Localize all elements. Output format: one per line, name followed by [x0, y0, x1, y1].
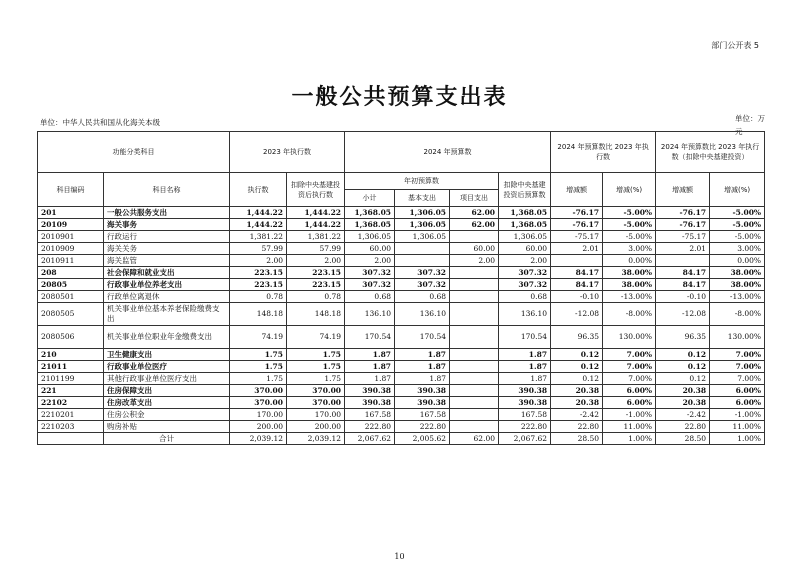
- page-number: 10: [394, 552, 405, 561]
- cell-name: 住房保障支出: [104, 385, 230, 397]
- cell-exec: 1.75: [230, 361, 287, 373]
- cell-exec-ex: 1,444.22: [287, 207, 345, 219]
- cell-budget-ex: 170.54: [499, 326, 551, 349]
- cell-exec-ex: 2,039.12: [287, 433, 345, 445]
- cell-inc-amt: 28.50: [551, 433, 603, 445]
- cell-code: 201: [38, 207, 104, 219]
- cell-budget-ex: 307.32: [499, 267, 551, 279]
- header-inc-pct: 增减(%): [603, 173, 656, 207]
- cell-project: [450, 303, 499, 326]
- cell-inc-pct: 6.00%: [603, 397, 656, 409]
- cell-inc-pct-ex: 3.00%: [710, 243, 765, 255]
- cell-exec-ex: 223.15: [287, 279, 345, 291]
- cell-budget-ex: 1.87: [499, 349, 551, 361]
- cell-name: 行政事业单位养老支出: [104, 279, 230, 291]
- cell-exec: 0.78: [230, 291, 287, 303]
- cell-inc-pct: 3.00%: [603, 243, 656, 255]
- cell-basic: 1.87: [395, 349, 450, 361]
- cell-inc-pct-ex: 7.00%: [710, 349, 765, 361]
- cell-inc-amt: 2.01: [551, 243, 603, 255]
- cell-code: 2010901: [38, 231, 104, 243]
- cell-inc-amt-ex: -76.17: [656, 219, 710, 231]
- table-number-label: 部门公开表 5: [711, 41, 759, 50]
- unit-currency: 单位：万元: [735, 114, 765, 136]
- cell-exec: 1,381.22: [230, 231, 287, 243]
- table-row: [38, 326, 765, 349]
- cell-inc-amt: 0.12: [551, 373, 603, 385]
- cell-exec-ex: 57.99: [287, 243, 345, 255]
- cell-exec: 57.99: [230, 243, 287, 255]
- cell-inc-amt-ex: -75.17: [656, 231, 710, 243]
- table-row: [38, 397, 765, 409]
- cell-inc-pct: 0.00%: [603, 255, 656, 267]
- table-row: [38, 385, 765, 397]
- cell-inc-amt-ex: -76.17: [656, 207, 710, 219]
- cell-name: 海关关务: [104, 243, 230, 255]
- page-title: 一般公共预算支出表: [291, 84, 508, 110]
- cell-inc-pct-ex: 7.00%: [710, 361, 765, 373]
- cell-exec: 148.18: [230, 303, 287, 326]
- cell-inc-amt-ex: 28.50: [656, 433, 710, 445]
- cell-name: 社会保障和就业支出: [104, 267, 230, 279]
- cell-inc-pct: 1.00%: [603, 433, 656, 445]
- table-row: [38, 361, 765, 373]
- cell-name: 海关事务: [104, 219, 230, 231]
- cell-exec-ex: 200.00: [287, 421, 345, 433]
- cell-exec-ex: 0.78: [287, 291, 345, 303]
- cell-budget-ex: 60.00: [499, 243, 551, 255]
- cell-subtotal: 2.00: [345, 255, 395, 267]
- cell-inc-amt: 20.38: [551, 385, 603, 397]
- cell-budget-ex: 1.87: [499, 361, 551, 373]
- cell-project: [450, 409, 499, 421]
- cell-budget-ex: 2.00: [499, 255, 551, 267]
- cell-basic: 1,306.05: [395, 219, 450, 231]
- cell-project: [450, 373, 499, 385]
- cell-budget-ex: 0.68: [499, 291, 551, 303]
- table-row: [38, 219, 765, 231]
- total-row: [38, 433, 765, 445]
- cell-inc-pct-ex: 130.00%: [710, 326, 765, 349]
- cell-inc-pct: 130.00%: [603, 326, 656, 349]
- cell-name: 机关事业单位职业年金缴费支出: [104, 326, 230, 349]
- cell-inc-pct: 11.00%: [603, 421, 656, 433]
- cell-basic: 136.10: [395, 303, 450, 326]
- table-body: [38, 207, 765, 445]
- cell-inc-amt: -76.17: [551, 219, 603, 231]
- cell-budget-ex: 222.80: [499, 421, 551, 433]
- cell-inc-pct: 6.00%: [603, 385, 656, 397]
- cell-inc-pct-ex: -5.00%: [710, 231, 765, 243]
- header-exec-ex: 扣除中央基建投资后执行数: [287, 173, 345, 207]
- cell-inc-pct-ex: 38.00%: [710, 279, 765, 291]
- cell-subtotal: 1,306.05: [345, 231, 395, 243]
- cell-basic: 1.87: [395, 361, 450, 373]
- cell-project: [450, 279, 499, 291]
- cell-subtotal: 167.58: [345, 409, 395, 421]
- header-initial: 年初预算数: [345, 173, 499, 190]
- cell-inc-pct: -5.00%: [603, 207, 656, 219]
- cell-code: 2080505: [38, 303, 104, 326]
- cell-inc-pct-ex: -8.00%: [710, 303, 765, 326]
- cell-code: 210: [38, 349, 104, 361]
- cell-inc-amt-ex: 96.35: [656, 326, 710, 349]
- cell-project: [450, 397, 499, 409]
- cell-inc-amt: 20.38: [551, 397, 603, 409]
- cell-subtotal: 1,368.05: [345, 207, 395, 219]
- table-row: [38, 231, 765, 243]
- cell-inc-amt-ex: [656, 255, 710, 267]
- cell-project: [450, 326, 499, 349]
- cell-project: 62.00: [450, 207, 499, 219]
- cell-inc-pct: -5.00%: [603, 231, 656, 243]
- cell-project: [450, 421, 499, 433]
- cell-exec-ex: 370.00: [287, 397, 345, 409]
- cell-exec-ex: 74.19: [287, 326, 345, 349]
- header-project: 项目支出: [450, 190, 499, 207]
- cell-inc-pct-ex: -5.00%: [710, 207, 765, 219]
- table-row: [38, 267, 765, 279]
- cell-project: [450, 385, 499, 397]
- cell-inc-pct: 7.00%: [603, 349, 656, 361]
- cell-name: 行政事业单位医疗: [104, 361, 230, 373]
- table-row: [38, 279, 765, 291]
- header-func-class: 功能分类科目: [38, 132, 230, 173]
- cell-inc-amt-ex: 84.17: [656, 279, 710, 291]
- cell-subtotal: 1.87: [345, 361, 395, 373]
- cell-exec: 74.19: [230, 326, 287, 349]
- cell-project: 60.00: [450, 243, 499, 255]
- cell-code: 22102: [38, 397, 104, 409]
- cell-exec-ex: 370.00: [287, 385, 345, 397]
- cell-exec-ex: 170.00: [287, 409, 345, 421]
- header-code: 科目编码: [38, 173, 104, 207]
- cell-basic: 222.80: [395, 421, 450, 433]
- cell-inc-amt: 96.35: [551, 326, 603, 349]
- cell-basic: 1.87: [395, 373, 450, 385]
- cell-subtotal: 1.87: [345, 349, 395, 361]
- cell-exec: 1.75: [230, 373, 287, 385]
- cell-name: 卫生健康支出: [104, 349, 230, 361]
- cell-subtotal: 0.68: [345, 291, 395, 303]
- header-inc-amt: 增减额: [551, 173, 603, 207]
- table-row: [38, 291, 765, 303]
- cell-inc-amt: -75.17: [551, 231, 603, 243]
- cell-code: 221: [38, 385, 104, 397]
- cell-inc-amt-ex: 84.17: [656, 267, 710, 279]
- cell-subtotal: 60.00: [345, 243, 395, 255]
- cell-exec: 170.00: [230, 409, 287, 421]
- cell-inc-pct: -1.00%: [603, 409, 656, 421]
- cell-project: 62.00: [450, 433, 499, 445]
- cell-basic: [395, 255, 450, 267]
- cell-subtotal: 136.10: [345, 303, 395, 326]
- cell-subtotal: 390.38: [345, 397, 395, 409]
- cell-budget-ex: 136.10: [499, 303, 551, 326]
- cell-subtotal: 170.54: [345, 326, 395, 349]
- cell-inc-amt-ex: 2.01: [656, 243, 710, 255]
- header-subtotal: 小计: [345, 190, 395, 207]
- cell-inc-pct: 7.00%: [603, 361, 656, 373]
- cell-name: 海关监管: [104, 255, 230, 267]
- cell-inc-pct-ex: 0.00%: [710, 255, 765, 267]
- budget-table: [37, 131, 765, 445]
- cell-budget-ex: 390.38: [499, 397, 551, 409]
- header-inc-pct-ex: 增减(%): [710, 173, 765, 207]
- cell-exec: 1,444.22: [230, 219, 287, 231]
- cell-budget-ex: 1,368.05: [499, 207, 551, 219]
- cell-code: 21011: [38, 361, 104, 373]
- cell-basic: 170.54: [395, 326, 450, 349]
- cell-inc-pct-ex: -1.00%: [710, 409, 765, 421]
- cell-inc-pct-ex: -5.00%: [710, 219, 765, 231]
- cell-inc-amt: [551, 255, 603, 267]
- cell-inc-pct-ex: 1.00%: [710, 433, 765, 445]
- cell-budget-ex: 167.58: [499, 409, 551, 421]
- cell-inc-pct: 7.00%: [603, 373, 656, 385]
- cell-exec-ex: 1,444.22: [287, 219, 345, 231]
- table-row: [38, 207, 765, 219]
- cell-project: [450, 267, 499, 279]
- cell-exec-ex: 1.75: [287, 361, 345, 373]
- header-inc-amt-ex: 增减额: [656, 173, 710, 207]
- cell-basic: 390.38: [395, 397, 450, 409]
- cell-inc-amt: -12.08: [551, 303, 603, 326]
- cell-basic: 307.32: [395, 267, 450, 279]
- cell-exec: 2.00: [230, 255, 287, 267]
- unit-organization: 单位：中华人民共和国从化海关本级: [40, 118, 160, 127]
- cell-inc-amt: 0.12: [551, 361, 603, 373]
- cell-basic: 0.68: [395, 291, 450, 303]
- header-basic: 基本支出: [395, 190, 450, 207]
- header-compare-ex: 2024 年预算数比 2023 年执行数（扣除中央基建投资）: [656, 132, 765, 173]
- cell-code: [38, 433, 104, 445]
- cell-inc-amt-ex: 0.12: [656, 373, 710, 385]
- cell-name: 合计: [104, 433, 230, 445]
- cell-code: 20805: [38, 279, 104, 291]
- cell-code: 2080506: [38, 326, 104, 349]
- cell-inc-pct-ex: 6.00%: [710, 397, 765, 409]
- header-exec: 执行数: [230, 173, 287, 207]
- cell-exec-ex: 1.75: [287, 349, 345, 361]
- cell-exec: 370.00: [230, 385, 287, 397]
- cell-name: 行政单位离退休: [104, 291, 230, 303]
- cell-basic: 307.32: [395, 279, 450, 291]
- cell-budget-ex: 2,067.62: [499, 433, 551, 445]
- cell-code: 2210201: [38, 409, 104, 421]
- cell-name: 机关事业单位基本养老保险缴费支出: [104, 303, 230, 326]
- header-compare: 2024 年预算数比 2023 年执行数: [551, 132, 656, 173]
- table-row: [38, 373, 765, 385]
- cell-subtotal: 390.38: [345, 385, 395, 397]
- table-row: [38, 409, 765, 421]
- cell-budget-ex: 1,306.05: [499, 231, 551, 243]
- table-row: [38, 349, 765, 361]
- cell-basic: 167.58: [395, 409, 450, 421]
- cell-inc-pct-ex: 11.00%: [710, 421, 765, 433]
- cell-inc-amt: -76.17: [551, 207, 603, 219]
- cell-inc-amt: 84.17: [551, 279, 603, 291]
- cell-exec: 370.00: [230, 397, 287, 409]
- cell-inc-amt-ex: -2.42: [656, 409, 710, 421]
- cell-exec-ex: 2.00: [287, 255, 345, 267]
- header-budget-ex: 扣除中央基建投资后预算数: [499, 173, 551, 207]
- cell-code: 2010911: [38, 255, 104, 267]
- cell-name: 其他行政事业单位医疗支出: [104, 373, 230, 385]
- cell-inc-amt-ex: -12.08: [656, 303, 710, 326]
- cell-subtotal: 222.80: [345, 421, 395, 433]
- cell-inc-amt-ex: 20.38: [656, 397, 710, 409]
- cell-exec-ex: 148.18: [287, 303, 345, 326]
- cell-exec-ex: 223.15: [287, 267, 345, 279]
- cell-subtotal: 307.32: [345, 279, 395, 291]
- cell-subtotal: 1.87: [345, 373, 395, 385]
- cell-basic: 1,306.05: [395, 207, 450, 219]
- cell-inc-pct: 38.00%: [603, 267, 656, 279]
- header-exec-2023: 2023 年执行数: [230, 132, 345, 173]
- cell-subtotal: 2,067.62: [345, 433, 395, 445]
- table-row: [38, 243, 765, 255]
- table-row: [38, 421, 765, 433]
- cell-exec: 1,444.22: [230, 207, 287, 219]
- cell-budget-ex: 307.32: [499, 279, 551, 291]
- table-row: [38, 255, 765, 267]
- cell-exec-ex: 1,381.22: [287, 231, 345, 243]
- cell-code: 2101199: [38, 373, 104, 385]
- cell-exec: 1.75: [230, 349, 287, 361]
- cell-exec: 200.00: [230, 421, 287, 433]
- cell-inc-amt: -0.10: [551, 291, 603, 303]
- cell-inc-pct-ex: 7.00%: [710, 373, 765, 385]
- cell-project: 62.00: [450, 219, 499, 231]
- cell-inc-amt: 84.17: [551, 267, 603, 279]
- header-budget-2024: 2024 年预算数: [345, 132, 551, 173]
- cell-inc-amt-ex: -0.10: [656, 291, 710, 303]
- cell-basic: 1,306.05: [395, 231, 450, 243]
- cell-inc-amt-ex: 0.12: [656, 361, 710, 373]
- cell-project: [450, 349, 499, 361]
- cell-inc-pct: 38.00%: [603, 279, 656, 291]
- cell-name: 购房补贴: [104, 421, 230, 433]
- cell-inc-pct-ex: 6.00%: [710, 385, 765, 397]
- cell-basic: 2,005.62: [395, 433, 450, 445]
- cell-inc-amt-ex: 22.80: [656, 421, 710, 433]
- cell-code: 2210203: [38, 421, 104, 433]
- cell-exec: 223.15: [230, 279, 287, 291]
- cell-project: [450, 231, 499, 243]
- cell-inc-amt: -2.42: [551, 409, 603, 421]
- table-row: [38, 303, 765, 326]
- cell-exec: 2,039.12: [230, 433, 287, 445]
- cell-code: 2010909: [38, 243, 104, 255]
- cell-basic: 390.38: [395, 385, 450, 397]
- cell-budget-ex: 1.87: [499, 373, 551, 385]
- cell-budget-ex: 1,368.05: [499, 219, 551, 231]
- cell-project: [450, 361, 499, 373]
- cell-inc-pct-ex: 38.00%: [710, 267, 765, 279]
- cell-project: 2.00: [450, 255, 499, 267]
- cell-subtotal: 307.32: [345, 267, 395, 279]
- cell-budget-ex: 390.38: [499, 385, 551, 397]
- cell-basic: [395, 243, 450, 255]
- cell-inc-pct: -8.00%: [603, 303, 656, 326]
- cell-inc-amt-ex: 0.12: [656, 349, 710, 361]
- cell-exec: 223.15: [230, 267, 287, 279]
- cell-name: 住房公积金: [104, 409, 230, 421]
- cell-code: 2080501: [38, 291, 104, 303]
- cell-code: 20109: [38, 219, 104, 231]
- cell-inc-pct-ex: -13.00%: [710, 291, 765, 303]
- cell-name: 行政运行: [104, 231, 230, 243]
- cell-inc-amt: 0.12: [551, 349, 603, 361]
- cell-inc-amt: 22.80: [551, 421, 603, 433]
- cell-inc-pct: -13.00%: [603, 291, 656, 303]
- cell-name: 住房改革支出: [104, 397, 230, 409]
- cell-subtotal: 1,368.05: [345, 219, 395, 231]
- cell-name: 一般公共服务支出: [104, 207, 230, 219]
- cell-code: 208: [38, 267, 104, 279]
- cell-inc-amt-ex: 20.38: [656, 385, 710, 397]
- cell-inc-pct: -5.00%: [603, 219, 656, 231]
- cell-project: [450, 291, 499, 303]
- header-name: 科目名称: [104, 173, 230, 207]
- cell-exec-ex: 1.75: [287, 373, 345, 385]
